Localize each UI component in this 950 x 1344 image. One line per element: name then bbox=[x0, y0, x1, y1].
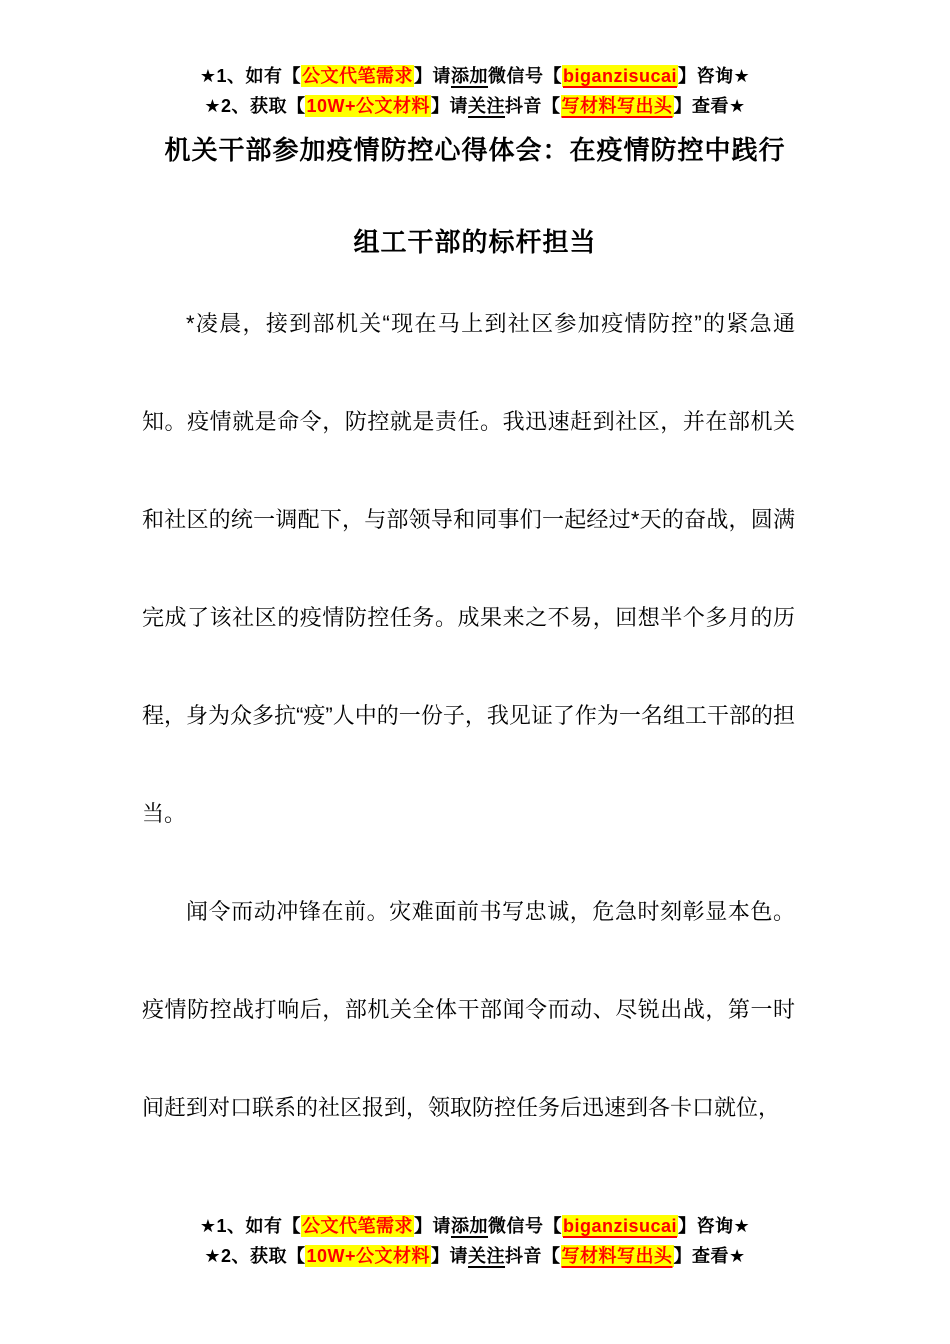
doc-title-line-2: 组工干部的标杆担当 bbox=[353, 227, 597, 257]
wechat-id-text: biganzisucai bbox=[562, 1216, 678, 1236]
promo-text: 】请 bbox=[413, 66, 451, 86]
footer-promo-banner bbox=[0, 1211, 950, 1271]
douyin-account-text: 写材料写出头 bbox=[561, 1246, 673, 1266]
promo-text: 】查看★ bbox=[673, 1246, 746, 1266]
douyin-account-text: 写材料写出头 bbox=[561, 96, 673, 116]
service-keyword-highlight: 公文代笔需求 bbox=[301, 66, 413, 86]
material-keyword-highlight: 10W+公文材料 bbox=[306, 1246, 431, 1266]
doc-title-line-1: 机关干部参加疫情防控心得体会：在疫情防控中践行 bbox=[164, 135, 786, 165]
promo-text: 】请 bbox=[431, 1246, 469, 1266]
promo-text: 】咨询★ bbox=[678, 66, 751, 86]
promo-text: ★2、获取【 bbox=[204, 1246, 306, 1266]
promo-text: 】请 bbox=[413, 1216, 451, 1236]
promo-text: ★1、如有【 bbox=[199, 66, 301, 86]
body-paragraph-2: 闻令而动冲锋在前。灾难面前书写忠诚，危急时刻彰显本色。疫情防控战打响后，部机关全体干部闻令而动、尽锐出战，第一时间赶到对口联系的社区报到，领取防控任务后迅速到各卡口就位， bbox=[142, 899, 795, 1120]
add-action-text: 添加 bbox=[450, 66, 488, 86]
promo-text: 抖音【 bbox=[505, 96, 561, 116]
doc-title bbox=[0, 104, 950, 288]
material-keyword-highlight: 10W+公文材料 bbox=[306, 96, 431, 116]
promo-text: 】请 bbox=[431, 96, 469, 116]
add-action-text: 添加 bbox=[450, 1216, 488, 1236]
header-promo-line-1 bbox=[0, 61, 950, 91]
footer-promo-line-2 bbox=[0, 1241, 950, 1271]
promo-text: ★1、如有【 bbox=[199, 1216, 301, 1236]
promo-text: 微信号【 bbox=[487, 1216, 562, 1236]
promo-text: 微信号【 bbox=[487, 66, 562, 86]
follow-action-text: 关注 bbox=[468, 1246, 506, 1266]
promo-text: 抖音【 bbox=[505, 1246, 561, 1266]
doc-body bbox=[142, 275, 795, 1157]
footer-promo-line-1 bbox=[0, 1211, 950, 1241]
body-paragraph-1: *凌晨，接到部机关“现在马上到社区参加疫情防控”的紧急通知。疫情就是命令，防控就是责任。我迅速赶到社区，并在部机关和社区的统一调配下，与部领导和同事们一起经过*天的奋战，圆满完成了该社区的疫情防控任务。成果来之不易，回想半个多月的历程，身为众多抗“疫”人中的一份子，我见证了作为一名组工干部的担当。 bbox=[142, 311, 795, 826]
promo-text: 】咨询★ bbox=[678, 1216, 751, 1236]
promo-text: 】查看★ bbox=[673, 96, 746, 116]
promo-text: ★2、获取【 bbox=[204, 96, 306, 116]
service-keyword-highlight: 公文代笔需求 bbox=[301, 1216, 413, 1236]
wechat-id-text: biganzisucai bbox=[562, 66, 678, 86]
follow-action-text: 关注 bbox=[468, 96, 506, 116]
